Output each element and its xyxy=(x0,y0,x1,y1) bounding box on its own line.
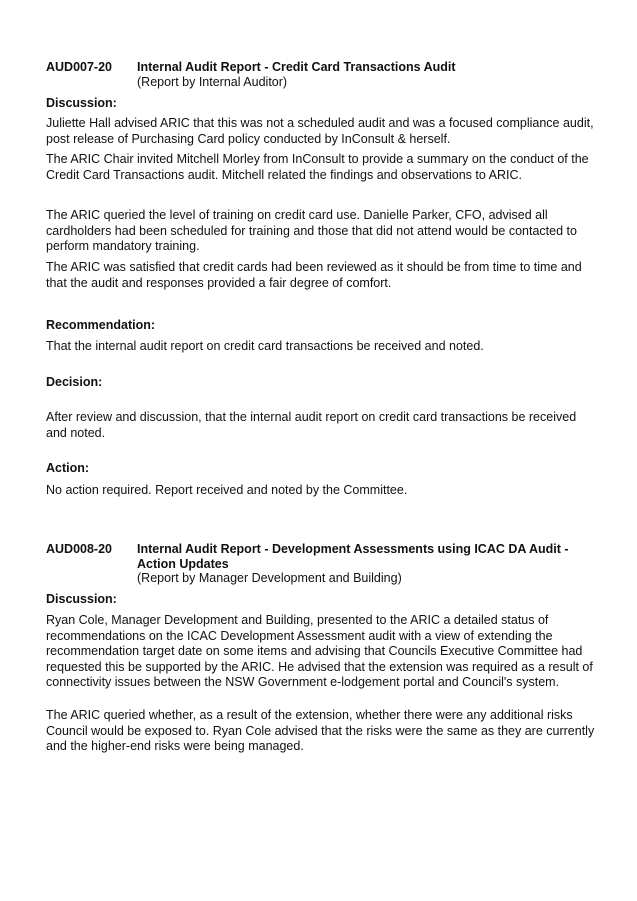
item-code: AUD008-20 xyxy=(46,542,113,556)
discussion-paragraph: The ARIC queried whether, as a result of the extension, whether there were any additional risks Council would be exposed to. Ryan Cole advised that the risks were the same as they are currently and the higher-end risks were being managed. xyxy=(46,708,595,753)
recommendation-text: That the internal audit report on credit card transactions be received and noted. xyxy=(46,339,484,353)
action-heading: Action: xyxy=(46,461,90,475)
item-header-aud007 xyxy=(46,60,606,92)
item-subtitle: (Report by Internal Auditor) xyxy=(137,75,288,89)
item-subtitle: (Report by Manager Development and Building) xyxy=(137,571,402,585)
item-title: Internal Audit Report - Credit Card Transactions Audit xyxy=(137,60,456,74)
decision-heading: Decision: xyxy=(46,375,103,389)
recommendation-heading: Recommendation: xyxy=(46,318,156,332)
action-text: No action required. Report received and noted by the Committee. xyxy=(46,483,408,497)
discussion-paragraph: Ryan Cole, Manager Development and Building, presented to the ARIC a detailed status of recommendations on the ICAC Development Assessment audit with a view of extending the recommendation target date on some items and advising that Councils Executive Committee had requested this be supported by the ARIC. He advised that the extension was required as a result of connectivity issues between the NSW Government e-lodgement portal and Council's system. xyxy=(46,613,593,689)
discussion-heading: Discussion: xyxy=(46,96,117,110)
discussion-paragraph: The ARIC was satisfied that credit cards had been reviewed as it should be from time to time and that the audit and responses provided a fair degree of comfort. xyxy=(46,260,582,290)
discussion-paragraph: Juliette Hall advised ARIC that this was not a scheduled audit and was a focused compliance audit, post release of Purchasing Card policy conducted by InConsult & herself. xyxy=(46,116,594,146)
discussion-heading: Discussion: xyxy=(46,592,117,606)
discussion-paragraph: The ARIC Chair invited Mitchell Morley from InConsult to provide a summary on the conduct of the Credit Card Transactions audit. Mitchell related the findings and observations to ARIC. xyxy=(46,152,589,182)
item-header-aud008 xyxy=(46,542,606,588)
decision-text: After review and discussion, that the internal audit report on credit card transactions be received and noted. xyxy=(46,410,577,440)
item-code: AUD007-20 xyxy=(46,60,113,74)
discussion-paragraph: The ARIC queried the level of training on credit card use. Danielle Parker, CFO, advised all cardholders had been scheduled for training and those that did not attend would be contacted to perform mandatory training. xyxy=(46,208,577,253)
item-title: Internal Audit Report - Development Assessments using ICAC DA Audit - Action Updates xyxy=(137,542,569,571)
